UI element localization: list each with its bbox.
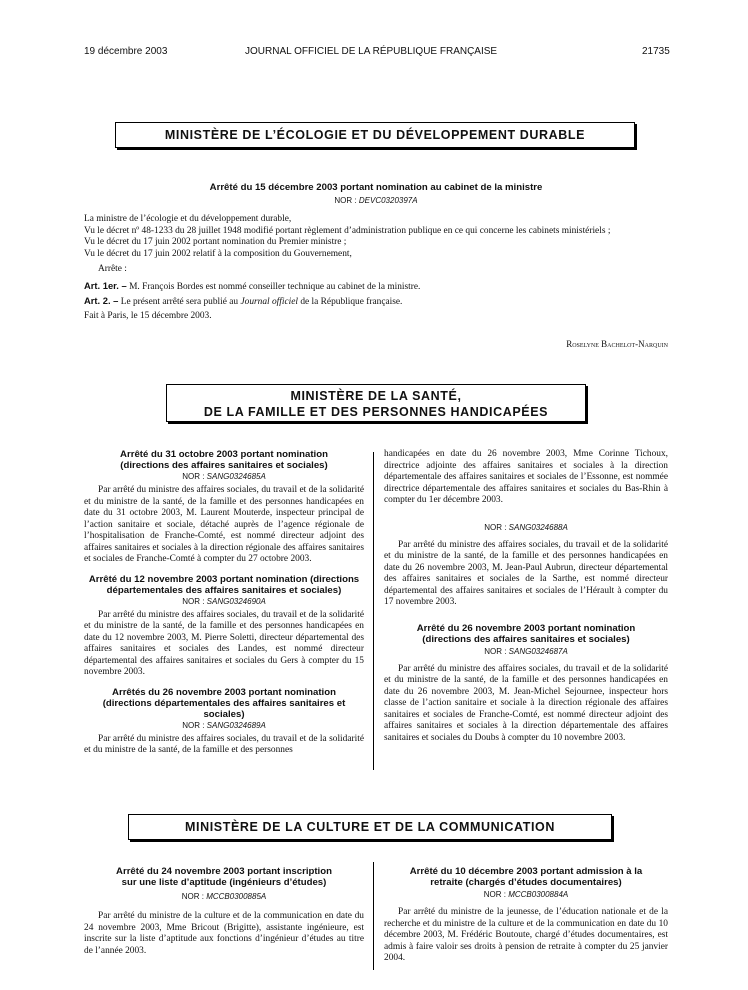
left-column bbox=[84, 449, 364, 757]
arrete-body: Par arrêté du ministre de la jeunesse, de l’éducation nationale et de la recherche et du ministre de la culture et de la communication en date du 10 décembre 2003, M. Frédéric Boutoute, chargé d’études documentaires, est admis à faire valoir ses droits à pension de retraite à compter du 25 janvier 2004. bbox=[384, 907, 668, 963]
signature: Roselyne Bachelot-Narquin bbox=[566, 339, 668, 349]
column-divider bbox=[373, 452, 374, 770]
arrete-body: La ministre de l’écologie et du développement durable, Vu le décret nº 48-1233 du 28 juillet 1948 modifié portant règlement d’administration publique en ce qui concerne les cabinets ministériels ; Vu le décret du 17 juin 2002 portant nomination du Premier ministre ; Vu le décret du 17 juin 2002 relatif à la composition du Gouvernement, Arrête : Art. 1er. – M. François Bordes est nommé conseiller technique au cabinet de la ministre. Art. 2. – Le présent arrêté sera publié au Journal officiel de la République française. Fait à Paris, le 15 décembre 2003. bbox=[84, 214, 611, 321]
arrete-title: Arrêté du 12 novembre 2003 portant nomination (directions départementales des affaires sanitaires et sociales) bbox=[88, 573, 360, 596]
left-column bbox=[84, 866, 364, 957]
nor-reference: NOR : MCCB0300885A bbox=[181, 892, 267, 901]
header-journal: JOURNAL OFFICIEL DE LA RÉPUBLIQUE FRANÇAISE bbox=[245, 46, 498, 57]
nor-reference: NOR : SANG0324685A bbox=[182, 472, 266, 481]
arrete-body: Par arrêté du ministre des affaires sociales, du travail et de la solidarité et du ministre de la santé, de la famille et des personnes handicapées en date du 31 octobre 2003, M. Laurent Mouterde, inspecteur principal de l’action sanitaire et sociale, détaché auprès de l’agence régionale de l’hospitalisation de Franche-Comté, est nommé directeur adjoint des affaires sanitaires et sociales à la direction régionale des affaires sanitaires et sociales de Franche-Comté à compter du 27 octobre 2003. bbox=[84, 485, 364, 564]
arrete-title: Arrêté du 10 décembre 2003 portant admission à la retraite (chargés d’études documentaires) bbox=[409, 866, 643, 888]
nor-reference: NOR : SANG0324690A bbox=[182, 596, 266, 606]
arrete-body: Par arrêté du ministre des affaires sociales, du travail et de la solidarité et du ministre de la santé, de la famille et des personnes handicapées en date du 26 novembre 2003, M. Jean-Michel Sejournee, inspecteur hors classe de l’action sanitaire et sociale à la direction régionale des affaires sanitaires et sociales de Franche-Comté, est nommé directeur adjoint des affaires sanitaires et sociales à la direction départementale des affaires sanitaires et sociales du Doubs à compter du 10 novembre 2003. bbox=[384, 663, 668, 743]
arrete-title: Arrêté du 26 novembre 2003 portant nomination (directions des affaires sanitaires et sociales) bbox=[416, 622, 636, 645]
nor-reference: NOR : SANG0324687A bbox=[484, 646, 568, 656]
arrete-title: Arrêté du 15 décembre 2003 portant nomination au cabinet de la ministre bbox=[209, 182, 543, 193]
column-divider bbox=[373, 862, 374, 970]
right-column bbox=[384, 449, 668, 744]
right-column bbox=[384, 866, 668, 965]
nor-reference: NOR : SANG0324688A bbox=[484, 522, 568, 532]
arrete-body: Par arrêté du ministre des affaires sociales, du travail et de la solidarité et du ministre de la santé, de la famille et des personnes bbox=[84, 733, 364, 755]
header-date: 19 décembre 2003 bbox=[84, 46, 168, 57]
ministry-ecologie-heading: MINISTÈRE DE L’ÉCOLOGIE ET DU DÉVELOPPEMENT DURABLE bbox=[115, 122, 635, 148]
arrete-title: Arrêté du 31 octobre 2003 portant nomination (directions des affaires sanitaires et sociales) bbox=[120, 449, 328, 471]
arrete-body: Par arrêté du ministre des affaires sociales, du travail et de la solidarité et du ministre de la santé, de la famille et des personnes handicapées en date du 26 novembre 2003, M. Jean-Paul Aubrun, directeur départemental des affaires sanitaires et sociales de la Sarthe, est nommé directeur départemental des affaires sanitaires et sociales de l’Hérault à compter du 17 novembre 2003. bbox=[384, 539, 668, 607]
header-page-number: 21735 bbox=[642, 46, 670, 57]
nor-reference: NOR : MCCB0300884A bbox=[483, 890, 569, 899]
nor-reference: NOR : SANG0324689A bbox=[182, 720, 266, 730]
ministry-culture-heading: MINISTÈRE DE LA CULTURE ET DE LA COMMUNICATION bbox=[128, 814, 612, 840]
arrete-title: Arrêtés du 26 novembre 2003 portant nomination (directions départementales des affaires sanitaires et sociales) bbox=[102, 686, 346, 720]
arrete-body: handicapées en date du 26 novembre 2003, Mme Corinne Tichoux, directrice adjointe des affaires sanitaires et sociales à la direction départementale des affaires sanitaires et sociales de l’Essonne, est nommée directrice départementale des affaires sanitaires et sociales du Bas-Rhin à compter du 1er décembre 2003. bbox=[384, 449, 668, 505]
arrete-title: Arrêté du 24 novembre 2003 portant inscription sur une liste d’aptitude (ingénieurs d’études) bbox=[116, 866, 332, 888]
arrete-body: Par arrêté du ministre de la culture et de la communication en date du 24 novembre 2003, Mme Bricout (Brigitte), assistante ingénieure, est inscrite sur la liste d’aptitude aux fonctions d’ingénieur d’études au titre de l’année 2003. bbox=[84, 911, 364, 956]
ministry-sante-heading: MINISTÈRE DE LA SANTÉ, DE LA FAMILLE ET DES PERSONNES HANDICAPÉES bbox=[166, 384, 586, 422]
arrete-body: Par arrêté du ministre des affaires sociales, du travail et de la solidarité et du ministre de la santé, de la famille et des personnes handicapées en date du 12 novembre 2003, M. Pierre Soletti, directeur départemental des affaires sanitaires et sociales des Landes, est nommé directeur départemental des affaires sanitaires et sociales du Gers à compter du 15 novembre 2003. bbox=[84, 609, 364, 677]
nor-reference: NOR : DEVC0320397A bbox=[334, 196, 418, 205]
